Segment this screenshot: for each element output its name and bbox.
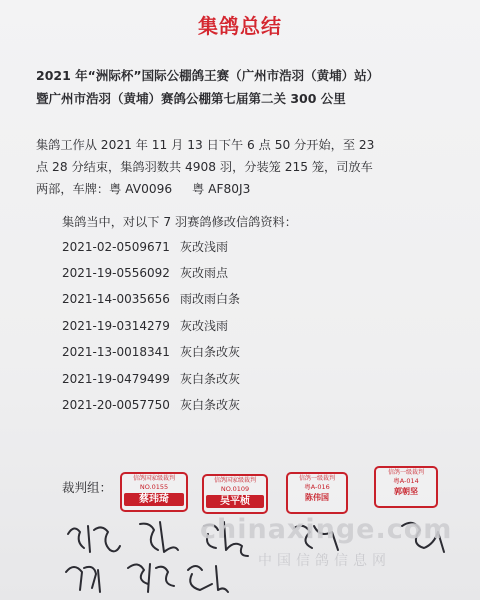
stamp-org: 信鸽国家级裁判 [132,475,175,482]
ring-number: 2021-02-0509671 [62,240,170,254]
color-change: 灰改浅雨 [180,240,229,254]
ring-number: 2021-20-0057750 [62,398,170,412]
color-change: 灰白条改灰 [180,398,241,412]
stamp-org: 信鸽国家级裁判 [213,477,256,484]
summary-line-3-text: 两部，车牌：粤 AV0096 [36,182,173,196]
ring-number: 2021-13-0018341 [62,345,170,359]
color-change: 雨改雨白条 [180,292,241,306]
records-intro: 集鸽当中，对以下 7 羽赛鸽修改信鸽资料： [62,215,297,229]
heading-line-1: 2021 年“洲际杯”国际公棚鸽王赛（广州市浩羽（黄埔）站） [36,68,380,83]
stamp-number: NO.0155 [139,483,169,491]
summary-line-2: 点 28 分结束，集鸽羽数共 4908 羽，分装笼 215 笼，司放车 [36,160,373,174]
record-row [62,264,422,281]
ring-number: 2021-19-0479499 [62,372,170,386]
referee-stamp-1 [120,472,188,512]
stamp-org: 信鸽一级裁判 [387,469,424,476]
heading-line-2: 暨广州市浩羽（黄埔）赛鸽公棚第七届第二关 300 公里 [36,91,346,106]
document-title: 集鸽总结 [198,14,282,38]
summary-line-1: 集鸽工作从 2021 年 11 月 13 日下午 6 点 50 分开始，至 23 [36,138,375,152]
record-row [62,290,422,307]
ring-number: 2021-19-0556092 [62,266,170,280]
stamp-number: 粤A-014 [393,477,419,485]
stamp-number: NO.0109 [220,485,250,493]
record-row [62,396,422,413]
stamp-org: 信鸽一级裁判 [298,475,335,482]
site-watermark-cn: 中国信鸽信息网 [258,553,391,569]
stamp-name: 郭朝坚 [394,487,418,496]
summary-paragraph [36,134,456,200]
color-change: 灰白条改灰 [180,345,241,359]
referee-stamp-4 [374,466,438,508]
license-plate-2: 粤 AF80J3 [192,182,251,196]
site-watermark: chinaxinge.com [200,514,453,545]
ring-number: 2021-19-0314279 [62,319,170,333]
summary-line-3 [36,178,456,200]
referee-stamp-3 [286,472,348,514]
record-row [62,370,422,387]
stamp-name: 陈伟国 [305,493,329,502]
referee-stamp-2 [202,474,268,514]
record-row [62,343,422,360]
judges-label: 裁判组： [62,480,113,495]
color-change: 灰白条改灰 [180,372,241,386]
stamp-name: 吴平桢 [206,495,264,508]
stamp-name: 蔡玮琦 [124,493,184,506]
color-change: 灰改浅雨 [180,319,229,333]
record-row [62,317,422,334]
stamp-number: 粤A-016 [304,483,330,491]
ring-number: 2021-14-0035656 [62,292,170,306]
record-row [62,238,422,255]
color-change: 灰改雨点 [180,266,229,280]
